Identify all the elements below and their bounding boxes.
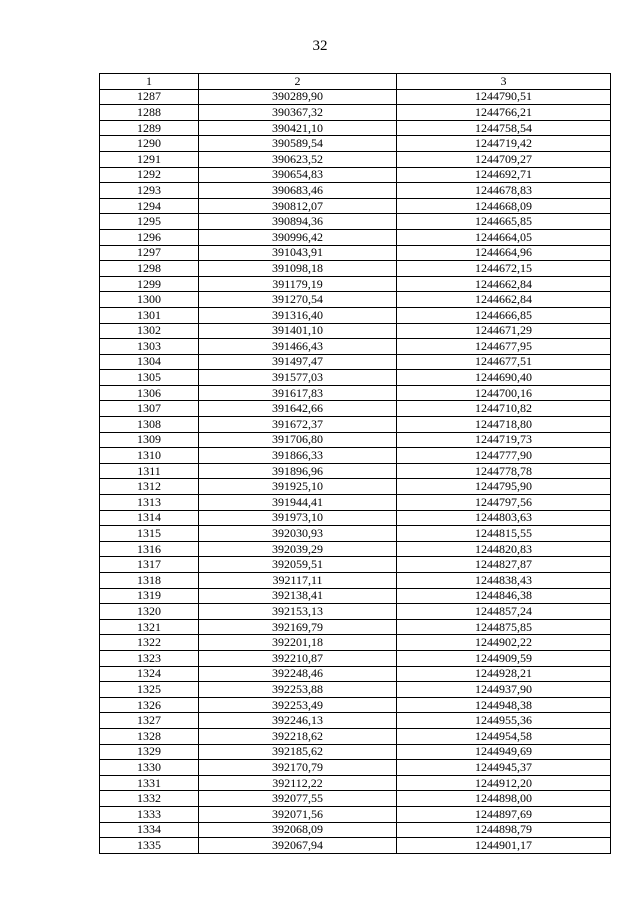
table-row <box>100 136 611 152</box>
point-number-cell: 1290 <box>100 136 199 152</box>
page-number: 32 <box>312 38 328 54</box>
x-coordinate-cell: 391043,91 <box>199 245 397 261</box>
x-coordinate-cell: 390683,46 <box>199 183 397 199</box>
x-coordinate-cell: 392071,56 <box>199 806 397 822</box>
y-coordinate-cell: 1244795,90 <box>397 479 611 495</box>
point-number-cell: 1332 <box>100 791 199 807</box>
point-number-cell: 1325 <box>100 682 199 698</box>
x-coordinate-cell: 392246,13 <box>199 713 397 729</box>
point-number-cell: 1294 <box>100 198 199 214</box>
point-number-cell: 1319 <box>100 588 199 604</box>
table-row <box>100 214 611 230</box>
x-coordinate-cell: 392117,11 <box>199 573 397 589</box>
y-coordinate-cell: 1244909,59 <box>397 650 611 666</box>
y-coordinate-cell: 1244928,21 <box>397 666 611 682</box>
x-coordinate-cell: 392218,62 <box>199 728 397 744</box>
y-coordinate-cell: 1244719,42 <box>397 136 611 152</box>
column-header-3: 3 <box>397 74 611 90</box>
x-coordinate-cell: 392170,79 <box>199 760 397 776</box>
x-coordinate-cell: 391401,10 <box>199 323 397 339</box>
table-row <box>100 588 611 604</box>
x-coordinate-cell: 392068,09 <box>199 822 397 838</box>
point-number-cell: 1295 <box>100 214 199 230</box>
y-coordinate-cell: 1244758,54 <box>397 120 611 136</box>
point-number-cell: 1326 <box>100 697 199 713</box>
y-coordinate-cell: 1244664,96 <box>397 245 611 261</box>
table-row <box>100 728 611 744</box>
coordinates-table <box>99 73 611 854</box>
x-coordinate-cell: 392201,18 <box>199 635 397 651</box>
table-row <box>100 604 611 620</box>
y-coordinate-cell: 1244690,40 <box>397 370 611 386</box>
y-coordinate-cell: 1244692,71 <box>397 167 611 183</box>
y-coordinate-cell: 1244937,90 <box>397 682 611 698</box>
point-number-cell: 1305 <box>100 370 199 386</box>
table-row <box>100 323 611 339</box>
table-row <box>100 666 611 682</box>
x-coordinate-cell: 390812,07 <box>199 198 397 214</box>
x-coordinate-cell: 391577,03 <box>199 370 397 386</box>
x-coordinate-cell: 390367,32 <box>199 105 397 121</box>
y-coordinate-cell: 1244672,15 <box>397 261 611 277</box>
column-header-2: 2 <box>199 74 397 90</box>
y-coordinate-cell: 1244777,90 <box>397 448 611 464</box>
x-coordinate-cell: 391672,37 <box>199 417 397 433</box>
table-row <box>100 151 611 167</box>
point-number-cell: 1297 <box>100 245 199 261</box>
x-coordinate-cell: 392253,49 <box>199 697 397 713</box>
x-coordinate-cell: 391973,10 <box>199 510 397 526</box>
y-coordinate-cell: 1244945,37 <box>397 760 611 776</box>
x-coordinate-cell: 390289,90 <box>199 89 397 105</box>
table-row <box>100 105 611 121</box>
point-number-cell: 1298 <box>100 261 199 277</box>
x-coordinate-cell: 391642,66 <box>199 401 397 417</box>
y-coordinate-cell: 1244948,38 <box>397 697 611 713</box>
y-coordinate-cell: 1244898,00 <box>397 791 611 807</box>
point-number-cell: 1316 <box>100 541 199 557</box>
y-coordinate-cell: 1244671,29 <box>397 323 611 339</box>
table-row <box>100 463 611 479</box>
x-coordinate-cell: 392077,55 <box>199 791 397 807</box>
point-number-cell: 1314 <box>100 510 199 526</box>
table-row <box>100 495 611 511</box>
x-coordinate-cell: 391179,19 <box>199 276 397 292</box>
point-number-cell: 1329 <box>100 744 199 760</box>
point-number-cell: 1318 <box>100 573 199 589</box>
table-row <box>100 479 611 495</box>
table-row <box>100 775 611 791</box>
y-coordinate-cell: 1244666,85 <box>397 307 611 323</box>
x-coordinate-cell: 390654,83 <box>199 167 397 183</box>
table-row <box>100 307 611 323</box>
point-number-cell: 1317 <box>100 557 199 573</box>
x-coordinate-cell: 391925,10 <box>199 479 397 495</box>
table-row <box>100 526 611 542</box>
point-number-cell: 1303 <box>100 339 199 355</box>
table-row <box>100 791 611 807</box>
y-coordinate-cell: 1244719,73 <box>397 432 611 448</box>
x-coordinate-cell: 391866,33 <box>199 448 397 464</box>
x-coordinate-cell: 392169,79 <box>199 619 397 635</box>
point-number-cell: 1327 <box>100 713 199 729</box>
y-coordinate-cell: 1244700,16 <box>397 385 611 401</box>
x-coordinate-cell: 390894,36 <box>199 214 397 230</box>
y-coordinate-cell: 1244803,63 <box>397 510 611 526</box>
point-number-cell: 1296 <box>100 229 199 245</box>
table-row <box>100 806 611 822</box>
x-coordinate-cell: 390996,42 <box>199 229 397 245</box>
table-row <box>100 120 611 136</box>
point-number-cell: 1311 <box>100 463 199 479</box>
point-number-cell: 1322 <box>100 635 199 651</box>
table-row <box>100 713 611 729</box>
point-number-cell: 1328 <box>100 728 199 744</box>
y-coordinate-cell: 1244718,80 <box>397 417 611 433</box>
y-coordinate-cell: 1244838,43 <box>397 573 611 589</box>
point-number-cell: 1287 <box>100 89 199 105</box>
table-row <box>100 573 611 589</box>
table-body <box>100 89 611 853</box>
table-row <box>100 261 611 277</box>
y-coordinate-cell: 1244797,56 <box>397 495 611 511</box>
y-coordinate-cell: 1244898,79 <box>397 822 611 838</box>
point-number-cell: 1323 <box>100 650 199 666</box>
x-coordinate-cell: 392039,29 <box>199 541 397 557</box>
y-coordinate-cell: 1244668,09 <box>397 198 611 214</box>
table-row <box>100 229 611 245</box>
point-number-cell: 1292 <box>100 167 199 183</box>
y-coordinate-cell: 1244678,83 <box>397 183 611 199</box>
point-number-cell: 1289 <box>100 120 199 136</box>
y-coordinate-cell: 1244846,38 <box>397 588 611 604</box>
table-row <box>100 541 611 557</box>
point-number-cell: 1301 <box>100 307 199 323</box>
x-coordinate-cell: 392030,93 <box>199 526 397 542</box>
x-coordinate-cell: 391466,43 <box>199 339 397 355</box>
point-number-cell: 1330 <box>100 760 199 776</box>
x-coordinate-cell: 392112,22 <box>199 775 397 791</box>
y-coordinate-cell: 1244709,27 <box>397 151 611 167</box>
table-header-row <box>100 74 611 90</box>
y-coordinate-cell: 1244875,85 <box>397 619 611 635</box>
y-coordinate-cell: 1244662,84 <box>397 292 611 308</box>
table-row <box>100 510 611 526</box>
x-coordinate-cell: 391896,96 <box>199 463 397 479</box>
table-row <box>100 354 611 370</box>
y-coordinate-cell: 1244902,22 <box>397 635 611 651</box>
table-row <box>100 635 611 651</box>
point-number-cell: 1334 <box>100 822 199 838</box>
x-coordinate-cell: 391316,40 <box>199 307 397 323</box>
y-coordinate-cell: 1244677,51 <box>397 354 611 370</box>
y-coordinate-cell: 1244664,05 <box>397 229 611 245</box>
point-number-cell: 1288 <box>100 105 199 121</box>
point-number-cell: 1306 <box>100 385 199 401</box>
x-coordinate-cell: 392253,88 <box>199 682 397 698</box>
table-row <box>100 401 611 417</box>
point-number-cell: 1324 <box>100 666 199 682</box>
point-number-cell: 1315 <box>100 526 199 542</box>
table-row <box>100 385 611 401</box>
table-row <box>100 744 611 760</box>
point-number-cell: 1309 <box>100 432 199 448</box>
y-coordinate-cell: 1244897,69 <box>397 806 611 822</box>
table-row <box>100 198 611 214</box>
table-row <box>100 448 611 464</box>
x-coordinate-cell: 392153,13 <box>199 604 397 620</box>
x-coordinate-cell: 392067,94 <box>199 838 397 854</box>
x-coordinate-cell: 390623,52 <box>199 151 397 167</box>
point-number-cell: 1312 <box>100 479 199 495</box>
table-row <box>100 650 611 666</box>
x-coordinate-cell: 392138,41 <box>199 588 397 604</box>
x-coordinate-cell: 390421,10 <box>199 120 397 136</box>
table-row <box>100 822 611 838</box>
table-row <box>100 682 611 698</box>
point-number-cell: 1333 <box>100 806 199 822</box>
y-coordinate-cell: 1244857,24 <box>397 604 611 620</box>
y-coordinate-cell: 1244665,85 <box>397 214 611 230</box>
x-coordinate-cell: 391497,47 <box>199 354 397 370</box>
y-coordinate-cell: 1244662,84 <box>397 276 611 292</box>
x-coordinate-cell: 391270,54 <box>199 292 397 308</box>
point-number-cell: 1335 <box>100 838 199 854</box>
point-number-cell: 1302 <box>100 323 199 339</box>
point-number-cell: 1321 <box>100 619 199 635</box>
y-coordinate-cell: 1244766,21 <box>397 105 611 121</box>
table-row <box>100 760 611 776</box>
table-row <box>100 838 611 854</box>
table-row <box>100 370 611 386</box>
table-row <box>100 417 611 433</box>
table-row <box>100 339 611 355</box>
table-row <box>100 167 611 183</box>
x-coordinate-cell: 391617,83 <box>199 385 397 401</box>
point-number-cell: 1310 <box>100 448 199 464</box>
y-coordinate-cell: 1244778,78 <box>397 463 611 479</box>
table-row <box>100 432 611 448</box>
point-number-cell: 1300 <box>100 292 199 308</box>
point-number-cell: 1307 <box>100 401 199 417</box>
y-coordinate-cell: 1244790,51 <box>397 89 611 105</box>
column-header-1: 1 <box>100 74 199 90</box>
y-coordinate-cell: 1244710,82 <box>397 401 611 417</box>
x-coordinate-cell: 391098,18 <box>199 261 397 277</box>
x-coordinate-cell: 391706,80 <box>199 432 397 448</box>
x-coordinate-cell: 391944,41 <box>199 495 397 511</box>
point-number-cell: 1331 <box>100 775 199 791</box>
y-coordinate-cell: 1244955,36 <box>397 713 611 729</box>
table-row <box>100 183 611 199</box>
point-number-cell: 1293 <box>100 183 199 199</box>
point-number-cell: 1304 <box>100 354 199 370</box>
y-coordinate-cell: 1244901,17 <box>397 838 611 854</box>
y-coordinate-cell: 1244827,87 <box>397 557 611 573</box>
table-row <box>100 619 611 635</box>
y-coordinate-cell: 1244677,95 <box>397 339 611 355</box>
point-number-cell: 1291 <box>100 151 199 167</box>
table-row <box>100 557 611 573</box>
y-coordinate-cell: 1244815,55 <box>397 526 611 542</box>
x-coordinate-cell: 392185,62 <box>199 744 397 760</box>
x-coordinate-cell: 392210,87 <box>199 650 397 666</box>
table-row <box>100 697 611 713</box>
point-number-cell: 1299 <box>100 276 199 292</box>
y-coordinate-cell: 1244912,20 <box>397 775 611 791</box>
point-number-cell: 1313 <box>100 495 199 511</box>
point-number-cell: 1308 <box>100 417 199 433</box>
table-row <box>100 292 611 308</box>
y-coordinate-cell: 1244820,83 <box>397 541 611 557</box>
table-row <box>100 89 611 105</box>
y-coordinate-cell: 1244949,69 <box>397 744 611 760</box>
table-row <box>100 245 611 261</box>
x-coordinate-cell: 392248,46 <box>199 666 397 682</box>
x-coordinate-cell: 392059,51 <box>199 557 397 573</box>
table-row <box>100 276 611 292</box>
x-coordinate-cell: 390589,54 <box>199 136 397 152</box>
y-coordinate-cell: 1244954,58 <box>397 728 611 744</box>
point-number-cell: 1320 <box>100 604 199 620</box>
